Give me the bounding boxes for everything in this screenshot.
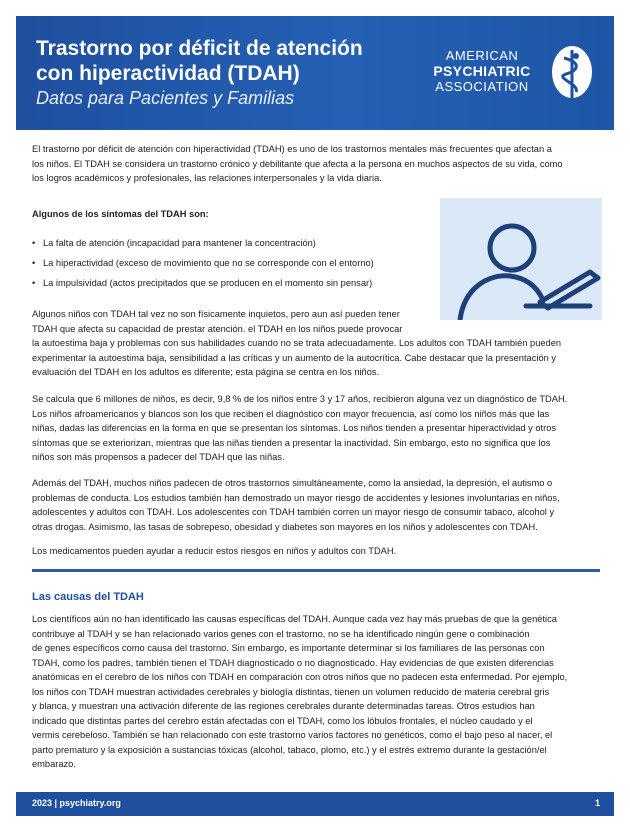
header-banner [16, 16, 614, 130]
illustration-panel [440, 198, 602, 320]
text-line: parto prematuro y la exposición a sustancias tóxicas (alcohol, tabaco, plomo, etc.) y el estrés extremo durante la gestación/el [32, 744, 547, 755]
paragraph-prevalence [32, 392, 600, 465]
text-line: niños son más propensos a padecer del TDAH que las niñas. [32, 452, 285, 462]
footer-bar [16, 792, 614, 816]
logo-line-3: ASSOCIATION [435, 79, 529, 94]
logo-line-2: PSYCHIATRIC [433, 63, 531, 79]
text-line: la autoestima baja y problemas con sus habilidades cuando no se trata adecuadamente. Los adultos con TDAH también pueden [32, 338, 562, 348]
text-line: vermis cerebeloso. También se han relacionado con este trastorno varios factores no genéticos, como el bajo peso al nacer, el [32, 730, 553, 740]
page-subtitle: Datos para Pacientes y Familias [36, 88, 295, 108]
text-line: indicado que distintas partes del cerebro están afectadas con el TDAH, como los lóbulos frontales, el núcleo caudado y el [32, 715, 533, 726]
text-line: Los niños afroamericanos y blancos son los que reciben el diagnóstico con mayor frecuencia, así como los niños más que las [32, 408, 550, 419]
text-line: otras drogas. Asimismo, las tasas de sobrepeso, obesidad y diabetes son mayores en los niños y adolescentes con TDAH. [32, 521, 538, 532]
causes-heading: Las causas del TDAH [32, 591, 144, 603]
list-item [32, 236, 432, 256]
text-line: los logros académicos y profesionales, las relaciones interpersonales y la vida diaria. [32, 173, 382, 183]
text-line: los niños con TDAH muestran actividades cerebrales y biología distintas, tienen un volumen reducido de materia cerebral gris [32, 686, 550, 697]
person-at-laptop-icon [440, 198, 602, 320]
text-line: experimentar la autoestima baja, sensibilidad a las críticas y un aumento de la autocrítica. Cabe destacar que la presentación y [32, 352, 557, 363]
list-item [32, 256, 432, 276]
symptom-text: La hiperactividad (exceso de movimiento que no se corresponde con el entorno) [43, 258, 374, 268]
apa-caduceus-icon [546, 42, 596, 104]
text-line: niñas, dadas las diferencias en la forma en que se presentan los síntomas. Los niños tienden a presentar hiperactividad y otros [32, 423, 557, 433]
symptom-text: La falta de atención (incapacidad para mantener la concentración) [43, 238, 316, 248]
paragraph-medication [32, 544, 600, 559]
paragraph-comorbidity [32, 476, 600, 534]
list-item [32, 276, 432, 296]
text-line: los niños. El TDAH se considera un trastorno crónico y debilitante que afecta a la persona en muchos aspectos de su vida, como [32, 158, 563, 169]
causes-paragraph [32, 612, 600, 772]
text-line: de genes específicos como causa del trastorno. Sin embargo, es importante determinar si los familiares de las personas con [32, 643, 545, 653]
page-title [36, 36, 363, 86]
text-line: Los científicos aún no han identificado las causas específicas del TDAH. Aunque cada vez hay más pruebas de que la genética [32, 614, 557, 624]
text-line: Además del TDAH, muchos niños padecen de otros trastornos simultáneamente, como la ansiedad, la depresión, el autismo o [32, 478, 553, 488]
paragraph-adults [32, 307, 600, 380]
text-line: embarazo. [32, 759, 76, 769]
text-line: adolescentes y adultos con TDAH. Los adolescentes con TDAH también corren un mayor riesgo de consumir tabaco, alcohol y [32, 507, 555, 517]
bullet-icon: • [32, 258, 36, 268]
footer-site: 2023 | psychiatry.org [32, 798, 121, 808]
text-line: anatómicas en el cerebro de los niños con TDAH en comparación con otros niños que no padecen esta enfermedad. Por ejemplo, [32, 672, 568, 682]
text-line: evaluación del TDAH en los adultos es diferente; esta página se centra en los niños. [32, 367, 380, 377]
text-line: TDAH que afecta su capacidad de prestar atención. el TDAH en los niños puede provocar [32, 323, 403, 334]
title-line-2: con hiperactividad (TDAH) [36, 62, 300, 85]
symptoms-heading: Algunos de los síntomas del TDAH son: [32, 209, 209, 219]
text-line: Se calcula que 6 millones de niños, es decir, 9,8 % de los niños entre 3 y 17 años, recibieron alguna vez un diagnóstico de TDAH. [32, 394, 568, 404]
section-divider [32, 569, 600, 572]
text-line: problemas de conducta. Los estudios también han demostrado un mayor riesgo de accidentes y lesiones involuntarias en niños, [32, 492, 560, 503]
text-line: y blanca, y muestran una activación diferente de las regiones cerebrales durante determinadas tareas. Otros estudios han [32, 701, 535, 711]
text-line: Algunos niños con TDAH tal vez no son físicamente inquietos, pero aun así pueden tener [32, 309, 400, 319]
title-line-1: Trastorno por déficit de atención [36, 37, 363, 60]
symptom-text: La impulsividad (actos precipitados que se producen en el momento sin pensar) [43, 278, 373, 288]
text-line: TDAH, como los padres, también tienen el TDAH diagnosticado o no diagnosticado. Hay evidencias de que existen diferencias [32, 657, 554, 668]
intro-paragraph [32, 142, 600, 186]
logo-line-1: AMERICAN [445, 48, 519, 63]
page-number: 1 [594, 798, 600, 808]
symptoms-list [32, 236, 432, 296]
text-line: síntomas que se exteriorizan, mientras que las niñas tienden a presentar la inactividad. Sin embargo, esto no significa que los [32, 437, 551, 448]
apa-logo [412, 42, 602, 104]
bullet-icon: • [32, 238, 36, 248]
bullet-icon: • [32, 278, 36, 288]
logo-text [422, 48, 542, 94]
text-line: contribuye al TDAH y se han relacionado varios genes con el trastorno, no se ha identificado ningún gene o combinación [32, 628, 530, 639]
text-line: Los medicamentos pueden ayudar a reducir estos riesgos en niños y adultos con TDAH. [32, 546, 397, 556]
text-line: El trastorno por déficit de atención con hiperactividad (TDAH) es uno de los trastornos mentales más frecuentes que afectan a [32, 144, 552, 154]
